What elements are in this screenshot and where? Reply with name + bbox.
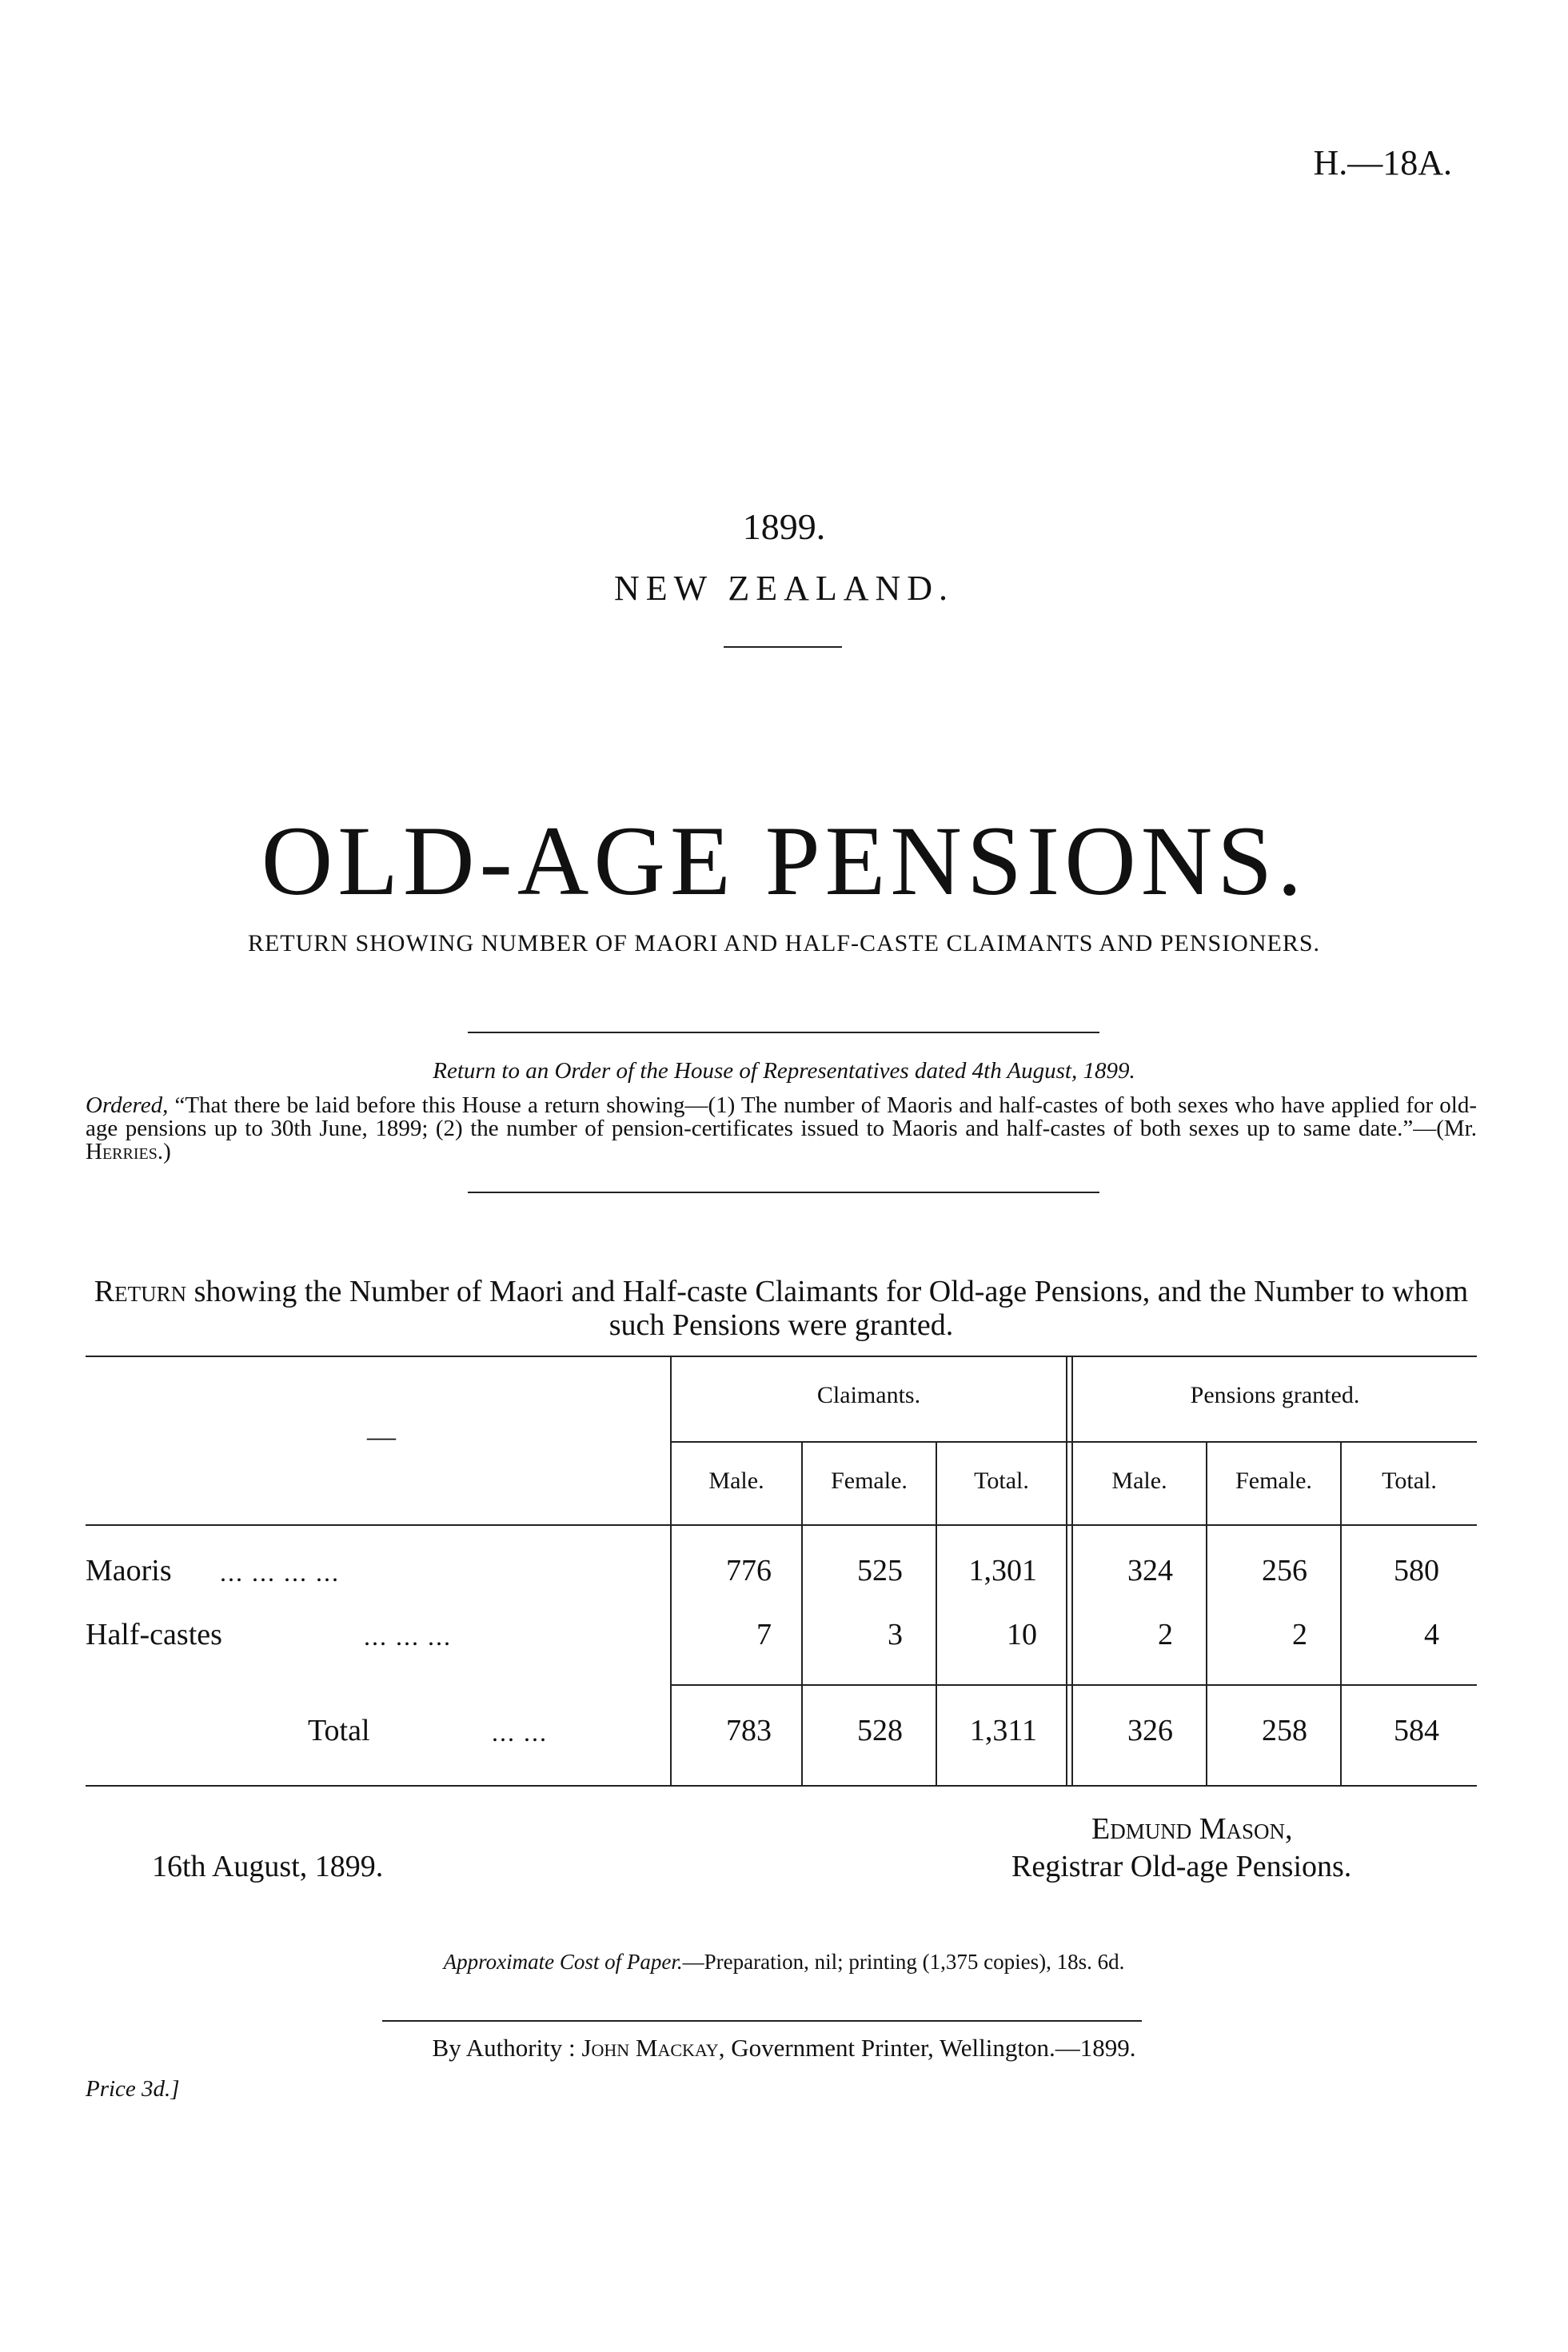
cell-total-pensions-male: 326 xyxy=(1127,1714,1173,1747)
cell-maoris-claimants-total: 1,301 xyxy=(968,1554,1037,1587)
order-end: .) xyxy=(157,1139,171,1164)
table-col-divider xyxy=(1066,1357,1067,1785)
authority-rest: , Government Printer, Wellington.—1899. xyxy=(718,2034,1136,2062)
header-pensions-granted: Pensions granted. xyxy=(1190,1382,1360,1408)
row-label-maoris: Maoris xyxy=(86,1554,172,1587)
caption-lead: Return xyxy=(94,1275,187,1308)
cell-half-castes-claimants-female: 3 xyxy=(888,1618,903,1651)
table-rule-subhead xyxy=(670,1441,1477,1443)
cell-maoris-pensions-total: 580 xyxy=(1394,1554,1439,1587)
ordered-word: Ordered, xyxy=(86,1092,169,1118)
caption-rest: showing the Number of Maori and Half-caste Claimants for Old-age Pensions, and the Number to whom such Pensions were granted. xyxy=(186,1275,1469,1342)
header-claimants: Claimants. xyxy=(816,1382,921,1408)
cell-total-pensions-female: 258 xyxy=(1262,1714,1307,1747)
table-rule-header xyxy=(86,1524,1477,1526)
order-heading: Return to an Order of the House of Representatives dated 4th August, 1899. xyxy=(433,1058,1135,1084)
stub-header-dash: — xyxy=(367,1420,396,1452)
price-note: Price 3d.] xyxy=(86,2076,180,2102)
cell-maoris-pensions-female: 256 xyxy=(1262,1554,1307,1587)
subheader-claimants-male: Male. xyxy=(708,1468,764,1494)
page-title: OLD-AGE PENSIONS. xyxy=(261,806,1307,916)
cost-text: —Preparation, nil; printing (1,375 copies), 18s. 6d. xyxy=(682,1950,1125,1974)
cell-total-claimants-total: 1,311 xyxy=(969,1714,1037,1747)
page-subtitle: RETURN SHOWING NUMBER OF MAORI AND HALF-CASTE CLAIMANTS AND PENSIONERS. xyxy=(247,930,1321,956)
document-country: NEW ZEALAND. xyxy=(613,569,955,608)
cell-half-castes-claimants-total: 10 xyxy=(1007,1618,1037,1651)
subheader-claimants-total: Total. xyxy=(974,1468,1029,1494)
row-label-half-castes: Half-castes xyxy=(86,1618,222,1651)
cell-half-castes-claimants-male: 7 xyxy=(756,1618,772,1651)
leader-dots: ... ... ... ... xyxy=(220,1558,340,1587)
subheader-pensions-total: Total. xyxy=(1382,1468,1437,1494)
printer-name: John Mackay xyxy=(581,2034,719,2062)
cell-total-claimants-female: 528 xyxy=(857,1714,903,1747)
table-rule-total xyxy=(670,1684,1477,1686)
document-reference: H.—18A. xyxy=(1313,143,1452,182)
cell-maoris-claimants-male: 776 xyxy=(726,1554,772,1587)
cell-maoris-pensions-male: 324 xyxy=(1127,1554,1173,1587)
divider xyxy=(468,1192,1099,1193)
cell-total-pensions-total: 584 xyxy=(1394,1714,1439,1747)
subheader-claimants-female: Female. xyxy=(831,1468,908,1494)
order-body-text: “That there be laid before this House a return showing—(1) The number of Maoris and half-castes of both sexes who have applied for old-age pensions up to 30th June, 1899; (2) the number of pension-certificates issued to Maoris and half-castes of both sexes up to same date.”—(Mr. xyxy=(86,1092,1477,1141)
document-year: 1899. xyxy=(742,506,826,547)
leader-dots: ... ... ... xyxy=(364,1622,452,1651)
subheader-pensions-male: Male. xyxy=(1111,1468,1167,1494)
leader-dots: ... ... xyxy=(492,1718,548,1747)
divider xyxy=(382,2020,1142,2022)
subheader-pensions-female: Female. xyxy=(1235,1468,1312,1494)
row-label-total: Total xyxy=(308,1714,370,1747)
cost-note xyxy=(0,1950,1568,1975)
table-caption xyxy=(86,1275,1477,1342)
authority-line xyxy=(0,2034,1568,2062)
signatory-title: Registrar Old-age Pensions. xyxy=(1011,1850,1352,1883)
table-rule-top xyxy=(86,1356,1477,1357)
authority-lead: By Authority : xyxy=(432,2034,582,2062)
cost-label: Approximate Cost of Paper. xyxy=(443,1950,683,1974)
signature-date: 16th August, 1899. xyxy=(152,1850,384,1883)
order-mover: Herries xyxy=(86,1139,158,1164)
cell-total-claimants-male: 783 xyxy=(726,1714,772,1747)
signatory-name: Edmund Mason, xyxy=(1091,1812,1293,1846)
table-rule-bottom xyxy=(86,1785,1477,1787)
cell-maoris-claimants-female: 525 xyxy=(857,1554,903,1587)
cell-half-castes-pensions-total: 4 xyxy=(1424,1618,1439,1651)
divider xyxy=(724,646,842,648)
cell-half-castes-pensions-female: 2 xyxy=(1292,1618,1307,1651)
cell-half-castes-pensions-male: 2 xyxy=(1158,1618,1173,1651)
order-text xyxy=(86,1094,1477,1164)
divider xyxy=(468,1032,1099,1033)
